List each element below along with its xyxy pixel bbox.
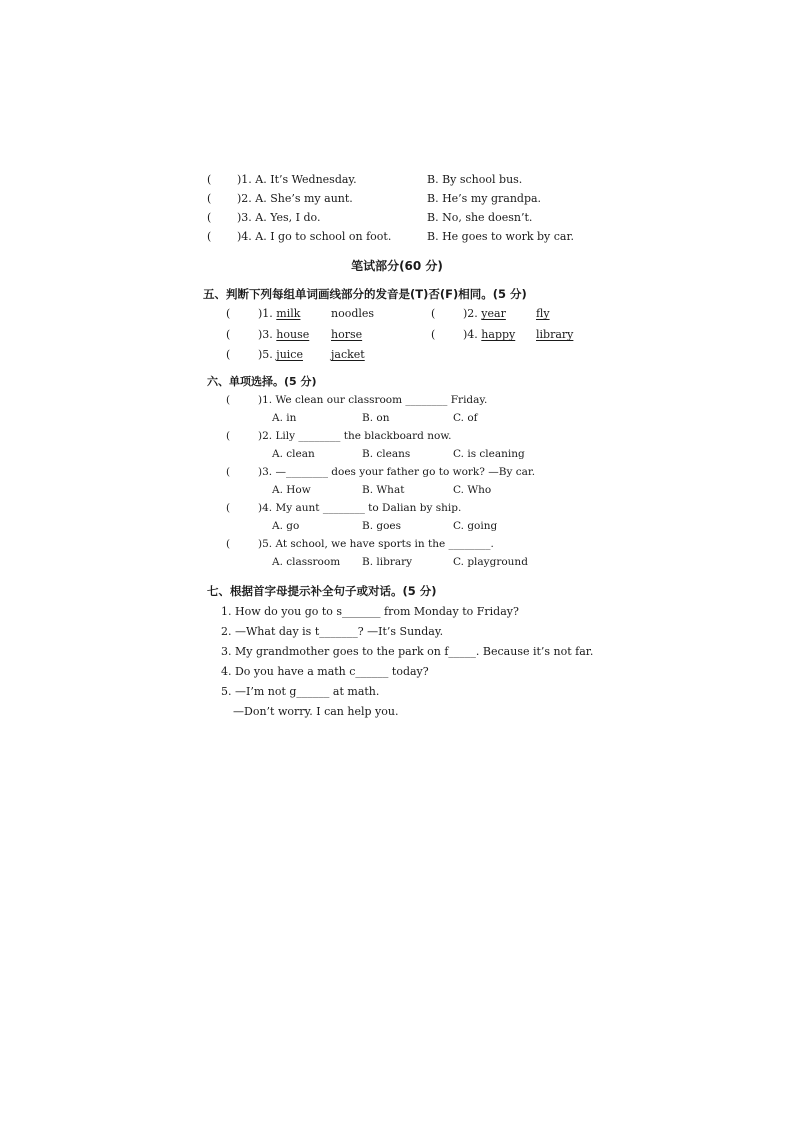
section5-heading: 五、判断下列每组单词画线部分的发音是(T)否(F)相同。(5 分): [203, 287, 527, 301]
list-item: ( )3. house: [226, 328, 310, 341]
option-a: A. How: [272, 484, 311, 496]
option-b: B. By school bus.: [427, 173, 523, 186]
option-a: A. go: [272, 520, 300, 532]
question-row: ( )2. Lily ________ the blackboard now.: [226, 430, 452, 442]
list-item: ( )2. A. She’s my aunt.: [207, 192, 353, 205]
word-pair-second: horse: [331, 328, 363, 341]
list-item: ( )4. A. I go to school on foot.: [207, 230, 392, 243]
option-b: B. He goes to work by car.: [427, 230, 575, 243]
list-item: ( )2. year: [431, 307, 506, 320]
option-c: C. of: [453, 412, 478, 424]
section6-heading: 六、单项选择。(5 分): [207, 375, 317, 388]
option-a: A. clean: [272, 448, 315, 460]
option-b: B. What: [362, 484, 405, 496]
option-a: A. classroom: [272, 556, 341, 568]
list-item: ( )1. A. It’s Wednesday.: [207, 173, 357, 186]
question-row: ( )3. —________ does your father go to work? —By car.: [226, 466, 536, 478]
section7-heading: 七、根据首字母提示补全句子或对话。(5 分): [207, 584, 437, 598]
answer-paren: (: [207, 211, 212, 224]
word-pair-second: jacket: [331, 348, 365, 361]
option-b: B. goes: [362, 520, 402, 532]
option-b: B. on: [362, 412, 390, 424]
question-row: ( )4. My aunt ________ to Dalian by ship.: [226, 502, 462, 514]
answer-paren: (: [207, 173, 212, 186]
option-b: B. cleans: [362, 448, 411, 460]
option-c: C. playground: [453, 556, 528, 568]
option-c: C. Who: [453, 484, 492, 496]
option-c: C. is cleaning: [453, 448, 525, 460]
word-pair-second: noodles: [331, 307, 375, 320]
fill-line: 3. My grandmother goes to the park on f_____. Because it’s not far.: [221, 645, 594, 658]
option-b: B. No, she doesn’t.: [427, 211, 533, 224]
option-b: B. He’s my grandpa.: [427, 192, 542, 205]
list-item: ( )5. juice: [226, 348, 303, 361]
written-part-title: 笔试部分(60 分): [351, 259, 443, 273]
answer-paren: (: [207, 230, 212, 243]
fill-line: 1. How do you go to s_______ from Monday to Friday?: [221, 605, 519, 618]
fill-line: 2. —What day is t_______? —It’s Sunday.: [221, 625, 444, 638]
question-row: ( )5. At school, we have sports in the ________.: [226, 538, 494, 550]
list-item: ( )4. happy: [431, 328, 516, 341]
option-b: B. library: [362, 556, 413, 568]
question-row: ( )1. We clean our classroom ________ Friday.: [226, 394, 488, 406]
list-item: ( )1. milk: [226, 307, 301, 320]
word-pair-second: fly: [536, 307, 550, 320]
fill-line: 5. —I’m not g______ at math.: [221, 685, 380, 698]
fill-line: —Don’t worry. I can help you.: [233, 705, 399, 718]
list-item: ( )3. A. Yes, I do.: [207, 211, 321, 224]
option-c: C. going: [453, 520, 498, 532]
option-a: A. in: [272, 412, 297, 424]
word-pair-second: library: [536, 328, 574, 341]
answer-paren: (: [207, 192, 212, 205]
fill-line: 4. Do you have a math c______ today?: [221, 665, 429, 678]
